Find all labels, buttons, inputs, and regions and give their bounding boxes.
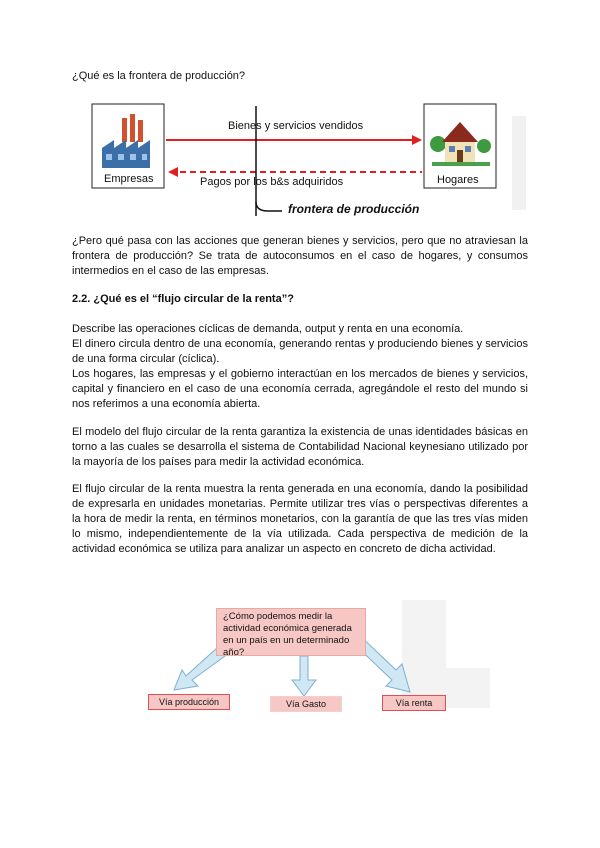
via-renta: Vía renta [382,695,446,711]
arrow-middle [292,656,316,696]
describe-line-2: El dinero circula dentro de una economía, generando rentas y produciendo bienes y servicios de una forma circular (cíclica). [72,338,528,365]
paragraph-autoconsumo: ¿Pero qué pasa con las acciones que generan bienes y servicios, pero que no atraviesan la frontera de producción? Se trata de autoconsumos en el caso de hogares, y consumos intermedios en el caso de las empresas. [72,235,528,277]
paragraph-modelo: El modelo del flujo circular de la renta garantiza la existencia de unas identidades básicas en torno a las cuales se desarrolla el sistema de Contabilidad Nacional keynesiano utilizado por la mayoría de los países para medir la actividad económica. [72,426,528,468]
describe-line-1: Describe las operaciones cíclicas de demanda, output y renta en una economía. [72,323,464,335]
empresas-label: Empresas [104,173,154,185]
top-arrow-label: Bienes y servicios vendidos [228,120,364,132]
describe-line-3: Los hogares, las empresas y el gobierno interactúan en los mercados de bienes y servicios, capital y financiero en el caso de una economía cerrada, agregándole el resto del mundo si nos referimos a una economía abierta. [72,368,528,410]
question-box: ¿Cómo podemos medir la actividad económica generada en un país en un determinado año? [216,608,366,656]
frontier-label: frontera de producción [288,202,420,216]
paragraph-muestra: El flujo circular de la renta muestra la renta generada en una economía, dando la posibilidad de expresarla en unidades monetarias. Permite utilizar tres vías o perspectivas diferentes a la hora de medir la renta, en términos monetarios, con la garantía de que las tres vías miden lo mismo, independientemente de la vía utilizada. Cada perspectiva de medición de la actividad económica se utiliza para analizar un aspecto en concreto de dicha actividad. [72,483,528,555]
via-produccion: Vía producción [148,694,230,710]
paragraph-describe [72,322,528,412]
hogares-label: Hogares [437,174,479,186]
bottom-arrow-label: Pagos por los b&s adquiridos [200,176,344,188]
section-heading: 2.2. ¿Qué es el “flujo circular de la renta”? [72,293,294,305]
frontier-diagram [88,98,530,226]
question-frontier: ¿Qué es la frontera de producción? [72,70,246,82]
vias-diagram [140,598,500,728]
via-gasto: Vía Gasto [270,696,342,712]
